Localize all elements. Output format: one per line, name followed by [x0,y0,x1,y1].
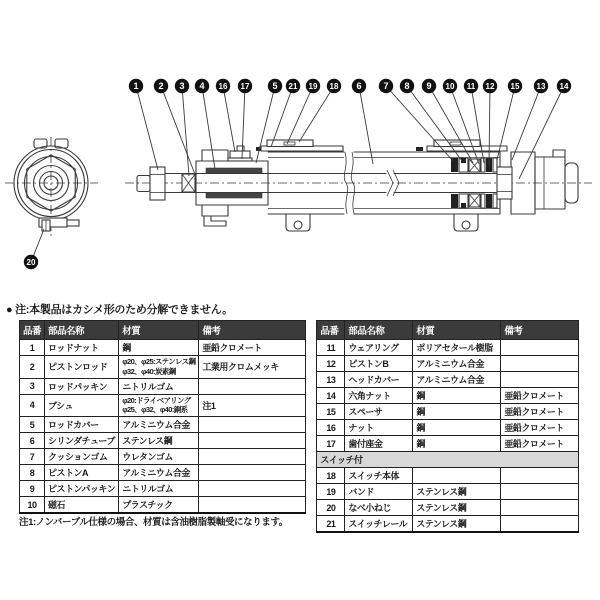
switch-band-screw [39,218,79,231]
rod-nut [150,167,165,200]
svg-text:1: 1 [133,81,139,91]
section-view [125,140,592,231]
part-name: ロッドカバー [45,417,119,433]
part-no: 7 [20,449,45,465]
part-material: ステンレス鋼 [119,433,199,449]
table-row [317,500,579,516]
part-no: 3 [20,378,45,394]
balloon-17 [238,79,252,159]
switch-body [434,140,480,147]
part-remark: 注1 [199,394,306,417]
section-row [317,452,579,468]
part-name: スイッチ本体 [345,468,413,484]
part-remark: 亜鉛クロメート [501,420,579,436]
part-material: ニトリルゴム [119,378,199,394]
column-header: 品番 [317,321,345,340]
part-no: 11 [317,340,345,356]
table-row [317,436,579,452]
mounting-foot [454,214,478,231]
parts-tables [19,320,579,533]
part-material: アルミニウム合金 [413,356,501,372]
part-remark: 工業用クロムメッキ [199,356,306,379]
part-remark [199,481,306,497]
part-material: φ20:ドライベアリング φ25、φ32、φ40:銅系 [119,394,199,417]
part-remark [199,465,306,481]
part-no: 2 [20,356,45,379]
part-no: 5 [20,417,45,433]
part-no: 6 [20,433,45,449]
left-foot [204,216,226,226]
table-row [317,372,579,388]
part-material: ウレタンゴム [119,449,199,465]
part-material: アルミニウム合金 [413,372,501,388]
part-material: アルミニウム合金 [119,417,199,433]
part-no: 13 [317,372,345,388]
part-name: ロッドパッキン [45,378,119,394]
part-remark [501,372,579,388]
switch-rail-right [416,140,507,151]
part-remark [501,500,579,516]
bushing [206,193,262,198]
part-name: クッションゴム [45,449,119,465]
part-name: ナット [345,420,413,436]
table-row [317,468,579,484]
column-header: 品番 [20,321,45,340]
part-material: ニトリルゴム [119,481,199,497]
part-no: 21 [317,516,345,533]
part-name: バンド [345,484,413,500]
part-material: アルミニウム合金 [119,465,199,481]
part-remark: 亜鉛クロメート [501,404,579,420]
balloon-18 [299,79,341,142]
table-row [317,340,579,356]
svg-text:11: 11 [466,82,476,91]
svg-text:16: 16 [218,82,228,91]
svg-text:13: 13 [536,82,546,91]
svg-text:2: 2 [158,81,164,91]
part-name: スイッチレール [345,516,413,533]
table-row [317,420,579,436]
svg-text:4: 4 [199,81,205,91]
part-material: 鋼 [413,436,501,452]
part-no: 9 [20,481,45,497]
part-name: なべ小ねじ [345,500,413,516]
part-remark [199,417,306,433]
part-material: プラスチック [119,497,199,514]
part-remark: 亜鉛クロメート [501,436,579,452]
table-row [317,516,579,533]
table-header-row [20,321,306,340]
part-no: 19 [317,484,345,500]
part-name: ピストンB [345,356,413,372]
part-no: 18 [317,468,345,484]
part-name: ロッドナット [45,340,119,356]
part-remark [199,449,306,465]
part-name: ウェアリング [345,340,413,356]
toothed-washer [228,158,252,161]
svg-text:14: 14 [559,82,569,91]
part-remark [199,378,306,394]
part-material: φ20、φ25:ステンレス鋼 φ32、φ40:炭素鋼 [119,356,199,379]
part-no: 8 [20,465,45,481]
table-row [317,404,579,420]
part-name: シリンダチューブ [45,433,119,449]
part-no: 17 [317,436,345,452]
rod-tip [137,176,150,192]
balloon-7 [379,79,453,161]
parts-table-left [19,320,306,514]
table-row [20,378,306,394]
part-no: 12 [317,356,345,372]
table-row [20,465,306,481]
part-remark: 亜鉛クロメート [501,388,579,404]
column-header: 部品名称 [345,321,413,340]
svg-text:7: 7 [383,81,389,91]
svg-text:20: 20 [26,258,36,267]
balloon-4 [195,79,215,169]
table-row [317,356,579,372]
column-header: 備考 [199,321,306,340]
part-remark [501,340,579,356]
part-no: 10 [20,497,45,514]
part-remark [199,497,306,514]
part-remark: 亜鉛クロメート [199,340,306,356]
svg-text:6: 6 [356,81,362,91]
svg-text:8: 8 [404,81,410,91]
svg-text:17: 17 [240,82,250,91]
part-name: ヘッドカバー [345,372,413,388]
bushing [206,168,262,173]
head-cover [497,150,578,214]
part-remark [199,433,306,449]
front-view [5,137,98,237]
part-name: 歯付座金 [345,436,413,452]
part-name: ピストンロッド [45,356,119,379]
table-row [20,481,306,497]
parts-table-right [316,320,579,533]
part-material: 鋼 [413,420,501,436]
part-remark [501,468,579,484]
part-remark [501,516,579,533]
part-name: 磁石 [45,497,119,514]
part-no: 1 [20,340,45,356]
part-no: 15 [317,404,345,420]
part-material: ポリアセタール樹脂 [413,340,501,356]
table-row [20,433,306,449]
svg-text:12: 12 [485,82,495,91]
svg-text:5: 5 [272,81,278,91]
balloon-14 [519,79,571,179]
rod-packing [182,174,195,192]
column-header: 備考 [501,321,579,340]
hex-nut [497,167,512,199]
switch-section-label: スイッチ付 [317,452,579,468]
part-material: ステンレス鋼 [413,500,501,516]
part-name: スペーサ [345,404,413,420]
part-remark [501,356,579,372]
part-no: 14 [317,388,345,404]
column-header: 部品名称 [45,321,119,340]
table-row [20,449,306,465]
switch-body [267,140,313,147]
part-name: ブシュ [45,394,119,417]
balloon-1 [129,79,158,170]
part-name: ピストンパッキン [45,481,119,497]
part-material: ステンレス鋼 [413,484,501,500]
part-name: ピストンA [45,465,119,481]
table-row [317,388,579,404]
mounting-foot [286,214,310,231]
svg-text:15: 15 [510,82,520,91]
svg-text:3: 3 [179,81,185,91]
table-row [20,497,306,514]
part-name: 六角ナット [345,388,413,404]
part-no: 4 [20,394,45,417]
table-row [20,394,306,417]
svg-text:10: 10 [445,82,455,91]
column-header: 材質 [119,321,199,340]
table-row [20,356,306,379]
nut [230,151,250,158]
table-row [317,484,579,500]
balloon-16 [216,79,235,152]
svg-text:19: 19 [308,82,318,91]
balloon-20 [24,229,44,269]
table-header-row [317,321,579,340]
part-remark [501,484,579,500]
part-material: ステンレス鋼 [413,516,501,533]
part-no: 20 [317,500,345,516]
note-1: 注1:ノンバーブル仕様の場合、材質は含油樹脂製軸受になります。 [19,517,288,528]
svg-text:18: 18 [329,82,339,91]
balloon-15 [497,79,522,160]
part-material: 鋼 [119,340,199,356]
column-header: 材質 [413,321,501,340]
part-material: 鋼 [413,388,501,404]
balloon-2 [154,79,196,177]
table-row [20,340,306,356]
part-material: 鋼 [413,404,501,420]
svg-text:21: 21 [288,82,298,91]
svg-text:9: 9 [426,81,432,91]
note-disassembly: ● 注:本製品はカシメ形のため分解できません。 [6,304,233,316]
part-no: 16 [317,420,345,436]
balloon-6 [352,79,373,164]
part-material [413,468,501,484]
table-row [20,417,306,433]
